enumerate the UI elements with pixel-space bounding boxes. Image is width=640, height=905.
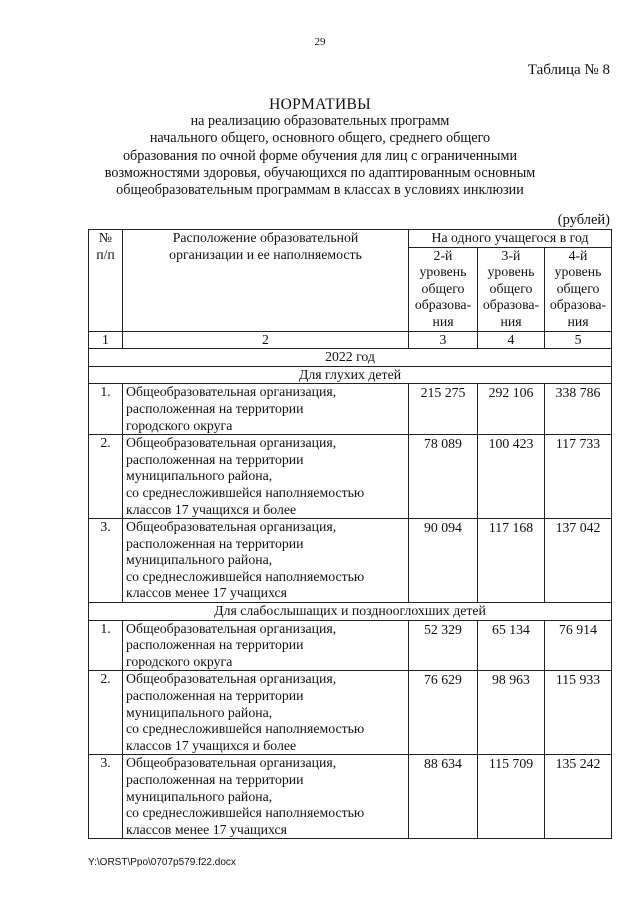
column-number: 2	[123, 331, 409, 349]
table-row	[89, 671, 612, 755]
year-label: 2022 год	[89, 349, 612, 367]
subtitle-line: общеобразовательным программам в классах в условиях инклюзии	[116, 182, 524, 199]
header-num-line: №	[98, 230, 113, 245]
subtitle-line: на реализацию образовательных программ	[190, 113, 450, 129]
row-description-line: муниципального района,	[126, 788, 273, 804]
row-description-line: расположенная на территории	[126, 535, 304, 551]
column-number: 3	[409, 331, 478, 349]
year-row	[89, 349, 612, 367]
header-level-line: 3-й	[501, 247, 521, 263]
value-level-4: 137 042	[545, 519, 612, 603]
value-level-3: 115 709	[478, 755, 545, 839]
value-level-3: 292 106	[478, 384, 545, 435]
row-description	[123, 384, 409, 435]
row-description-line: классов менее 17 учащихся	[126, 585, 287, 601]
row-description-line: Общеобразовательная организация,	[126, 755, 337, 771]
value-level-4: 76 914	[545, 620, 612, 671]
row-description-line: Общеобразовательная организация,	[126, 519, 337, 535]
column-numbers-row	[89, 331, 612, 349]
table-row	[89, 519, 612, 603]
value-level-2: 52 329	[409, 620, 478, 671]
row-description-line: муниципального района,	[126, 468, 273, 484]
row-description	[123, 671, 409, 755]
unit-label: (рублей)	[557, 212, 610, 228]
row-number: 2.	[89, 435, 123, 519]
subtitle-line: возможностями здоровья, обучающихся по адаптированным основным	[104, 164, 536, 181]
header-level-2	[409, 247, 478, 331]
header-num-line: п/п	[96, 246, 115, 262]
header-location-line: организации и ее наполняемость	[169, 246, 362, 262]
header-level-line: ния	[567, 313, 589, 329]
row-description-line: расположенная на территории	[126, 772, 304, 787]
value-level-2: 90 094	[409, 519, 478, 603]
row-description-line: со среднесложившейся наполняемостью	[126, 568, 365, 584]
row-description-line: городского округа	[126, 653, 233, 669]
value-level-3: 117 168	[478, 519, 545, 603]
header-level-line: ния	[500, 313, 522, 329]
column-number: 4	[478, 331, 545, 349]
header-level-line: 4-й	[568, 247, 588, 263]
section-row	[89, 603, 612, 621]
row-description-line: Общеобразовательная организация,	[126, 620, 337, 636]
row-description-line: со среднесложившейся наполняемостью	[126, 484, 365, 500]
row-description-line: классов менее 17 учащихся	[126, 821, 287, 837]
row-description	[123, 755, 409, 839]
value-level-3: 65 134	[478, 620, 545, 671]
norms-table	[88, 229, 612, 839]
header-num	[89, 230, 123, 332]
value-level-2: 88 634	[409, 755, 478, 839]
row-description-line: расположенная на территории	[126, 637, 304, 653]
value-level-3: 100 423	[478, 435, 545, 519]
column-number: 1	[89, 331, 123, 349]
header-row	[89, 230, 612, 248]
header-level-line: уровень	[419, 264, 467, 280]
table-row	[89, 755, 612, 839]
column-number: 5	[545, 331, 612, 349]
row-description	[123, 620, 409, 671]
header-level-line: образова-	[549, 297, 607, 313]
row-number: 1.	[89, 620, 123, 671]
value-level-2: 78 089	[409, 435, 478, 519]
value-level-4: 115 933	[545, 671, 612, 755]
header-level-line: образова-	[414, 297, 472, 313]
row-description-line: расположенная на территории	[126, 400, 304, 416]
row-description-line: расположенная на территории	[126, 688, 304, 704]
row-number: 1.	[89, 384, 123, 435]
table-row	[89, 384, 612, 435]
section-title: Для глухих детей	[89, 366, 612, 384]
header-location-line: Расположение образовательной	[172, 230, 359, 245]
row-description-line: Общеобразовательная организация,	[126, 384, 337, 400]
header-level-3	[478, 247, 545, 331]
header-level-4	[545, 247, 612, 331]
row-description-line: со среднесложившейся наполняемостью	[126, 721, 365, 737]
subtitle-line: начального общего, основного общего, среднего общего	[149, 130, 491, 147]
header-level-line: образова-	[482, 297, 540, 313]
table-row	[89, 620, 612, 671]
document-title: НОРМАТИВЫ	[269, 96, 371, 113]
row-description-line: Общеобразовательная организация,	[126, 435, 337, 451]
row-number: 3.	[89, 519, 123, 603]
row-description	[123, 435, 409, 519]
value-level-2: 76 629	[409, 671, 478, 755]
row-description-line: со среднесложившейся наполняемостью	[126, 805, 365, 821]
file-path-footer: Y:\ORST\Ppo\0707p579.f22.docx	[88, 857, 236, 868]
table-row	[89, 435, 612, 519]
header-per-student: На одного учащегося в год	[409, 230, 612, 248]
value-level-4: 338 786	[545, 384, 612, 435]
header-level-line: общего	[556, 280, 600, 296]
value-level-2: 215 275	[409, 384, 478, 435]
row-description-line: городского округа	[126, 417, 233, 433]
row-description	[123, 519, 409, 603]
document-subtitle	[60, 113, 580, 199]
section-row	[89, 366, 612, 384]
header-level-line: ния	[432, 313, 454, 329]
header-level-line: уровень	[554, 264, 602, 280]
header-level-line: общего	[489, 280, 533, 296]
header-level-line: общего	[421, 280, 465, 296]
page-number: 29	[314, 36, 326, 48]
section-title: Для слабослышащих и позднооглохших детей	[89, 603, 612, 621]
row-number: 3.	[89, 755, 123, 839]
row-description-line: классов 17 учащихся и более	[126, 501, 297, 517]
value-level-4: 117 733	[545, 435, 612, 519]
row-number: 2.	[89, 671, 123, 755]
value-level-3: 98 963	[478, 671, 545, 755]
row-description-line: классов 17 учащихся и более	[126, 737, 297, 753]
table-label: Таблица № 8	[527, 62, 610, 78]
value-level-4: 135 242	[545, 755, 612, 839]
row-description-line: расположенная на территории	[126, 451, 304, 467]
row-description-line: Общеобразовательная организация,	[126, 671, 337, 687]
row-description-line: муниципального района,	[126, 552, 273, 568]
subtitle-line: образования по очной форме обучения для лиц с ограниченными	[122, 147, 518, 164]
header-location	[123, 230, 409, 332]
header-level-line: уровень	[487, 264, 535, 280]
row-description-line: муниципального района,	[126, 704, 273, 720]
header-level-line: 2-й	[433, 247, 453, 263]
